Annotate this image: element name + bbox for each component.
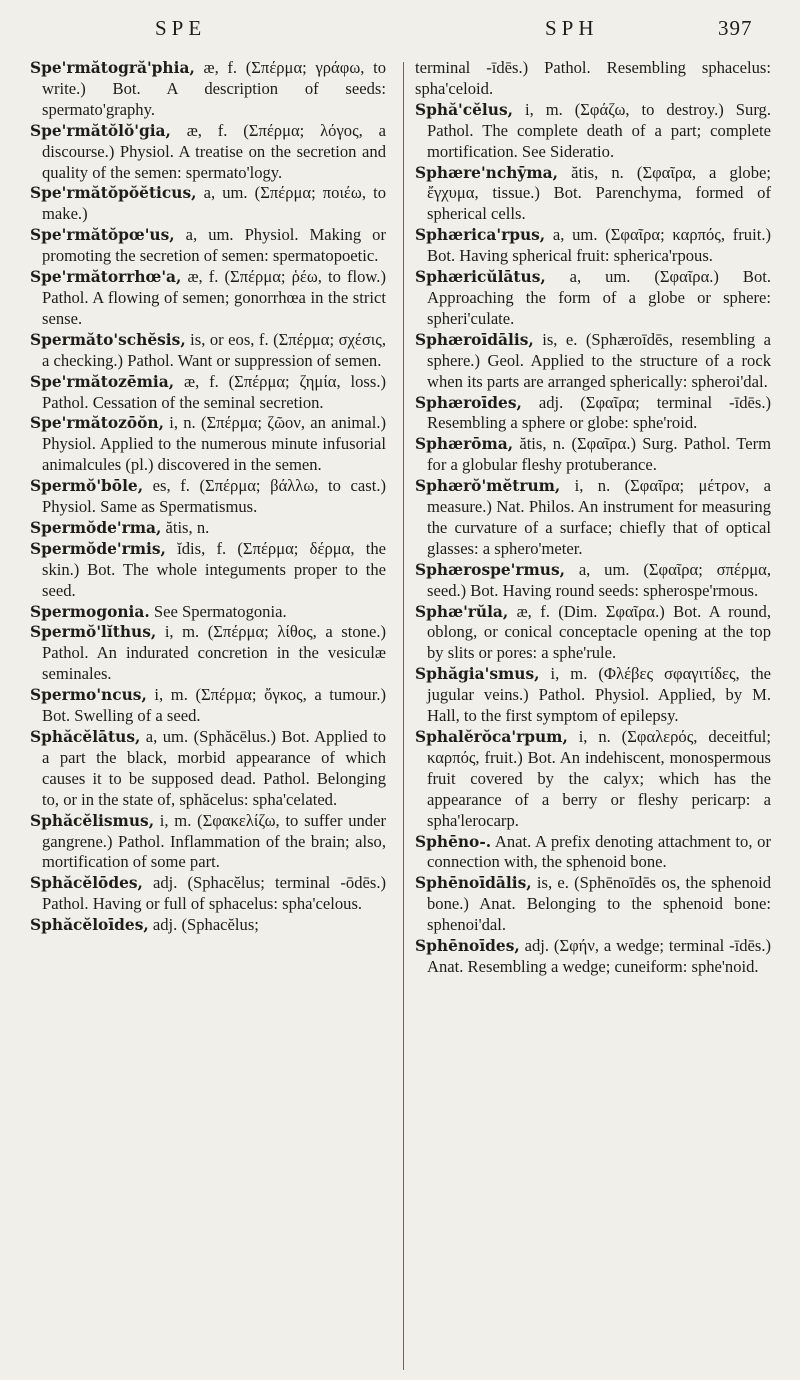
dictionary-entry [415,163,771,226]
entry-definition: Anat. A prefix denoting attachment to, or connection with, the sphenoid bone. [427,831,771,872]
dictionary-entry [415,330,771,393]
entry-definition: i, n. (Σφαῖρα; μέτρον, a measure.) Nat. Philos. An instrument for measuring the curvature of a surface; chiefly that of optical glasses: a sphero'meter. [427,476,771,558]
entry-definition: a, um. (Sphăcēlus.) Bot. Applied to a part the black, morbid appearance of which causes it to be supposed dead. Pathol. Belonging to, or in the state of, sphăcelus: spha'celated. [42,727,386,809]
entry-headword: Sphēnoīdālis, [415,874,532,893]
entry-headword: Spermogonia. [30,602,150,621]
entry-headword: Sphăcĕlōdes, [30,874,143,893]
entry-headword: Sphēno-. [415,832,492,851]
dictionary-entry [30,225,386,267]
entry-headword: Sphære'nchȳma, [415,163,558,182]
dictionary-entry [415,560,771,602]
entry-headword: Sphăgia'smus, [415,665,540,684]
page-number: 397 [718,16,753,40]
entry-definition: is, or eos, f. (Σπέρμα; σχέσις, a checking.) Pathol. Want or suppression of semen. [42,329,386,370]
entry-headword: Sphærospe'rmus, [415,560,565,579]
entry-headword: Spe'rmătŏpœ'us, [30,226,175,245]
entry-headword: Spe'rmătorrhœ'a, [30,268,182,287]
entry-definition: i, m. (Σφάζω, to destroy.) Surg. Pathol. The complete death of a part; complete mortification. See Sideratio. [427,99,771,161]
entry-definition: ătis, n. [161,517,210,537]
entry-definition: ĭdis, f. (Σπέρμα; δέρμα, the skin.) Bot. The whole integuments proper to the seed. [42,538,386,600]
dictionary-entry [415,664,771,727]
dictionary-entry [30,873,386,915]
left-column [30,58,386,936]
entry-headword: Sphærŏ'mĕtrum, [415,477,561,496]
header-left-guide: SPE [155,16,207,40]
dictionary-entry [415,100,771,163]
dictionary-entry [415,873,771,936]
entry-headword: Sphă'cĕlus, [415,100,513,119]
dictionary-entry [30,121,386,184]
entry-definition: terminal -īdēs.) Pathol. Resembling sphacelus: spha'celoid. [415,58,771,98]
dictionary-entry [30,372,386,414]
entry-headword: Sphalĕrŏca'rpum, [415,728,568,746]
entry-definition: adj. (Σφαῖρα; terminal -īdēs.) Resembling a sphere or globe: sphe'roid. [427,392,771,433]
dictionary-entry [30,602,386,623]
dictionary-entry [415,58,771,100]
dictionary-entry [30,518,386,539]
dictionary-entry [415,476,771,560]
dictionary-entry [30,622,386,685]
page-header [0,8,800,48]
entry-definition: a, um. Physiol. Making or promoting the secretion of semen: spermatopoetic. [42,225,386,266]
dictionary-entry [30,330,386,372]
dictionary-entry [415,832,771,874]
entry-headword: Sphăcĕloīdes, [30,916,149,935]
entry-headword: Spermŏde'rma, [30,518,162,537]
entry-headword: Sphæricŭlātus, [415,268,546,287]
dictionary-entry [30,58,386,121]
dictionary-entry [415,225,771,267]
entry-headword: Spermo'ncus, [30,686,147,705]
entry-definition: æ, f. (Dim. Σφαῖρα.) Bot. A round, oblong, or conical conceptacle opening at the top by slits or pores: a sphe'rule. [427,601,771,663]
entry-definition: adj. (Sphacĕlus; [148,915,259,935]
right-column [415,58,771,978]
entry-definition: a, um. (Σφαῖρα.) Bot. Approaching the form of a globe or sphere: spheri'culate. [427,267,771,328]
dictionary-entry [30,539,386,602]
dictionary-entry [30,267,386,330]
dictionary-entry [30,685,386,727]
entry-definition: is, e. (Sphæroīdēs, resembling a sphere.) Geol. Applied to the structure of a rock when its parts are arranged spherically: spheroi'dal. [427,329,771,391]
entry-definition: a, um. (Σφαῖρα; σπέρμα, seed.) Bot. Having round seeds: spherospe'rmous. [427,559,771,600]
entry-headword: Sphæ'rŭla, [415,602,509,621]
entry-headword: Sphæroīdālis, [415,330,534,349]
header-right-guide: SPH [545,16,599,40]
entry-definition: æ, f. (Σπέρμα; ῥέω, to flow.) Pathol. A flowing of semen; gonorrhœa in the strict sense. [42,267,386,328]
entry-definition: i, n. (Σφαλερός, deceitful; καρπός, fruit.) Bot. An indehiscent, monospermous fruit covered by the calyx; which has the appearance of a berry or fleshy pericarp: a spha'lerocarp. [427,727,771,830]
dictionary-entry [30,915,386,936]
entry-headword: Spe'rmătozōŏn, [30,414,164,433]
entry-definition: i, m. (Φλέβες σφαγιτίδες, the jugular veins.) Pathol. Physiol. Applied, by M. Hall, to the first symptom of epilepsy. [427,664,771,726]
entry-headword: Sphēnoīdes, [415,937,520,956]
entry-definition: es, f. (Σπέρμα; βάλλω, to cast.) Physiol. Same as Spermatismus. [42,476,386,517]
entry-headword: Sphærōma, [415,435,514,454]
dictionary-entry [30,811,386,874]
entry-headword: Spe'rmătogră'phia, [30,59,195,77]
dictionary-entry [415,936,771,978]
entry-headword: Spermŏ'bōle, [30,477,144,496]
entry-definition: adj. (Sphacĕlus; terminal -ōdēs.) Pathol. Having or full of sphacelus: spha'celous. [42,873,386,914]
column-divider [403,62,404,1370]
entry-definition: See Spermatogonia. [149,601,287,621]
entry-definition: æ, f. (Σπέρμα; γράφω, to write.) Bot. A description of seeds: spermato'graphy. [42,58,386,119]
dictionary-entry [415,393,771,435]
entry-definition: æ, f. (Σπέρμα; λόγος, a discourse.) Physiol. A treatise on the secretion and quality of the semen: spermato'logy. [42,120,386,182]
entry-headword: Spermŏde'rmis, [30,539,166,558]
entry-definition: ătis, n. (Σφαῖρα, a globe; ἔγχυμα, tissue.) Bot. Parenchyma, formed of spherical cells. [427,162,771,224]
dictionary-entry [415,267,771,330]
entry-definition: i, m. (Σφακελίζω, to suffer under gangrene.) Pathol. Inflammation of the brain; also, mortification of some part. [42,810,386,872]
entry-definition: a, um. (Σφαῖρα; καρπός, fruit.) Bot. Having spherical fruit: spherica'rpous. [427,225,771,266]
entry-definition: i, m. (Σπέρμα; ὄγκος, a tumour.) Bot. Swelling of a seed. [42,685,386,726]
entry-headword: Spe'rmătŏpŏĕticus, [30,184,197,203]
entry-definition: i, m. (Σπέρμα; λίθος, a stone.) Pathol. An indurated concretion in the vesiculæ seminales. [42,622,386,684]
entry-headword: Sphæroīdes, [415,393,522,412]
entry-headword: Spe'rmătozēmia, [30,372,175,391]
entry-headword: Sphærica'rpus, [415,226,546,245]
dictionary-entry [30,476,386,518]
entry-definition: ătis, n. (Σφαῖρα.) Surg. Pathol. Term for a globular fleshy protuberance. [427,434,771,475]
dictionary-entry [415,602,771,665]
dictionary-entry [415,727,771,832]
entry-headword: Spermŏ'lĭthus, [30,623,157,642]
dictionary-entry [30,183,386,225]
entry-headword: Spe'rmătŏlŏ'gia, [30,121,171,140]
entry-definition: adj. (Σφήν, a wedge; terminal -īdēs.) Anat. Resembling a wedge; cuneiform: sphe'noid. [427,936,771,976]
entry-headword: Sphăcĕlismus, [30,811,155,830]
entry-definition: æ, f. (Σπέρμα; ζημία, loss.) Pathol. Cessation of the seminal secretion. [42,371,386,412]
entry-definition: a, um. (Σπέρμα; ποιέω, to make.) [42,183,386,224]
dictionary-entry [415,434,771,476]
entry-definition: is, e. (Sphēnoīdēs os, the sphenoid bone.) Anat. Belonging to the sphenoid bone: sphenoi'dal. [427,873,771,935]
entry-headword: Spermăto'schĕsis, [30,330,186,349]
entry-definition: i, n. (Σπέρμα; ζῶον, an animal.) Physiol. Applied to the numerous minute infusorial animalcules (pl.) discovered in the semen. [42,413,386,475]
dictionary-entry [30,727,386,811]
dictionary-entry [30,413,386,476]
entry-headword: Sphăcĕlātus, [30,728,141,746]
